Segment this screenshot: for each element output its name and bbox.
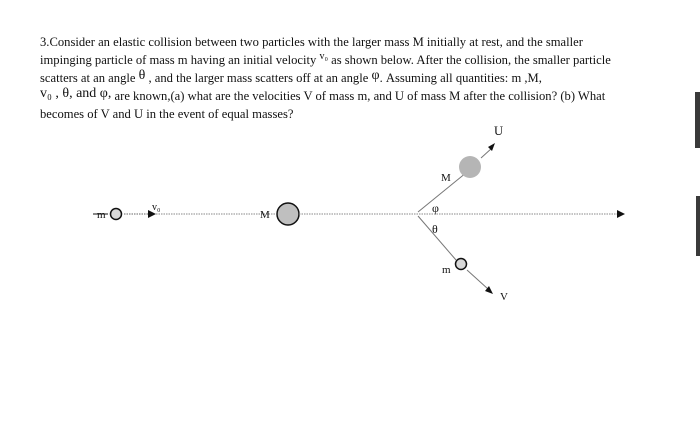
U-line <box>481 148 492 158</box>
line2-text-a: impinging particle of mass m having an initial velocity <box>40 53 320 67</box>
known-variables: v₀ , θ, and φ, <box>40 86 112 101</box>
label-u: U <box>494 124 504 138</box>
U-arrowhead <box>488 143 495 151</box>
phi-symbol: φ <box>371 68 380 83</box>
label-v0: v₀ <box>152 202 161 213</box>
V-line <box>467 270 488 289</box>
particle-M-after <box>459 156 481 178</box>
v0-symbol: v₀ <box>319 51 328 62</box>
label-m-large-after: M <box>441 172 451 184</box>
line3-text-c: . Assuming all quantities: m ,M, <box>379 71 542 85</box>
label-m-initial: m <box>97 209 106 221</box>
reference-arrowhead <box>617 210 625 218</box>
line3-text-b: , and the larger mass scatters off at an angle <box>145 71 372 85</box>
label-v-final: V <box>500 291 508 303</box>
line2-text-b: as shown below. After the collision, the smaller particle <box>327 53 611 67</box>
label-m-large-initial: M <box>260 209 270 221</box>
theta-symbol: θ <box>138 68 146 83</box>
label-theta: θ <box>432 222 438 236</box>
particle-m-initial <box>111 209 122 220</box>
line4-text-b: are known,(a) what are the velocities V of mass m, and U of mass M after the collision? (b) What <box>111 89 606 103</box>
label-phi: φ <box>432 201 439 215</box>
label-m-after: m <box>442 264 451 276</box>
problem-line-5: becomes of V and U in the event of equal masses? <box>40 107 294 121</box>
particle-m-after <box>456 259 467 270</box>
particle-M-initial <box>277 203 299 225</box>
problem-line-1: 3.Consider an elastic collision between two particles with the larger mass M initially at rest, and the smaller <box>40 35 583 49</box>
line3-text-a: scatters at an angle <box>40 71 139 85</box>
